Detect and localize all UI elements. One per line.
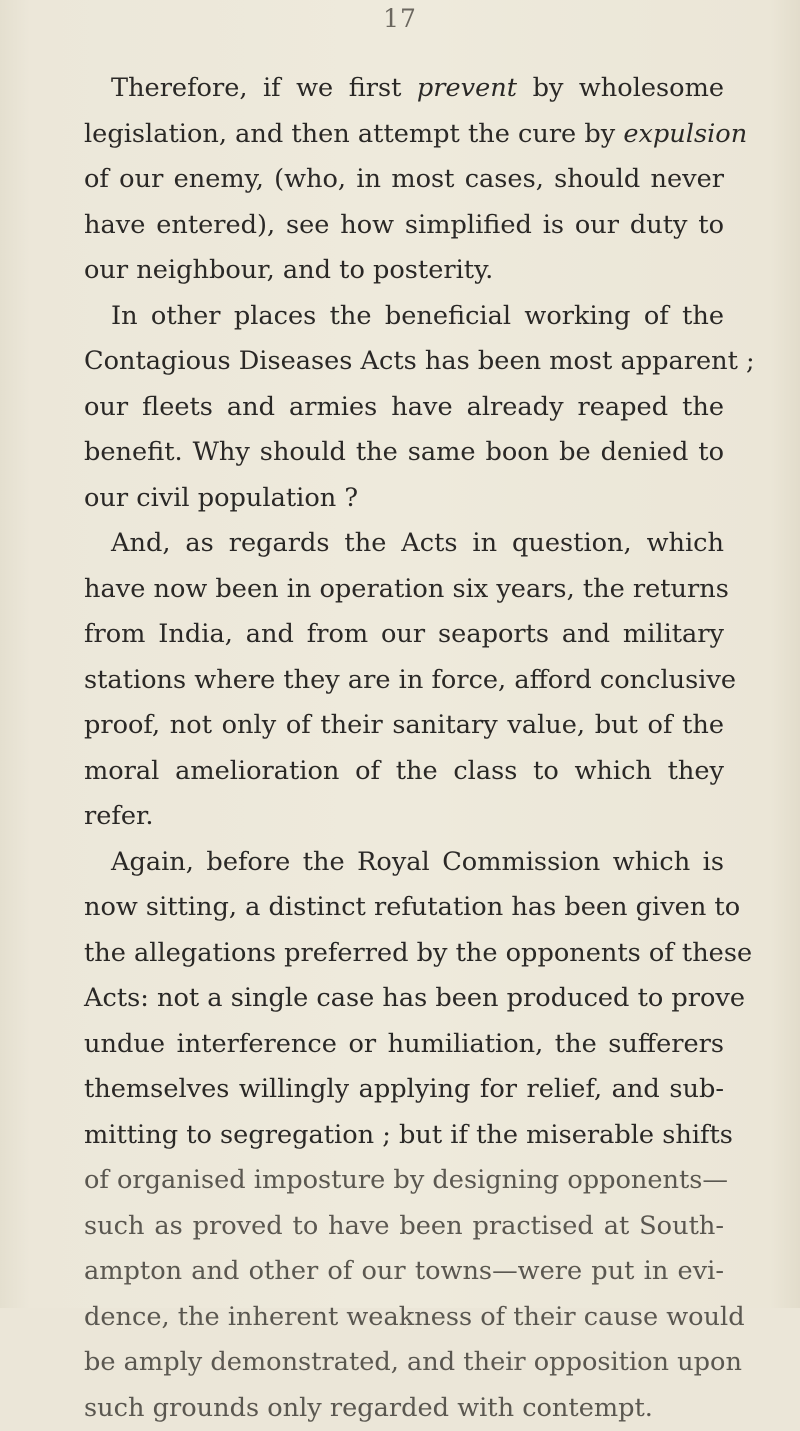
- text-line: In other places the beneficial working of the: [84, 294, 724, 340]
- text-line: now sitting, a distinct refutation has been given to: [84, 885, 724, 931]
- text-line: Again, before the Royal Commission which is: [84, 840, 724, 886]
- text-line: undue interference or humiliation, the sufferers: [84, 1022, 724, 1068]
- text-line: Therefore, if we first prevent by wholesome: [84, 66, 724, 112]
- text-line: such as proved to have been practised at South-: [84, 1204, 724, 1250]
- text-line: moral amelioration of the class to which they: [84, 749, 724, 795]
- text-line: stations where they are in force, afford conclusive: [84, 658, 724, 704]
- text-line: our fleets and armies have already reaped the: [84, 385, 724, 431]
- text-line: our neighbour, and to posterity.: [84, 248, 724, 294]
- text-line: refer.: [84, 794, 724, 840]
- text-line: themselves willingly applying for relief, and sub-: [84, 1067, 724, 1113]
- text-line: of our enemy, (who, in most cases, should never: [84, 157, 724, 203]
- text-line: benefit. Why should the same boon be denied to: [84, 430, 724, 476]
- text-line: have now been in operation six years, the returns: [84, 567, 724, 613]
- text-line: proof, not only of their sanitary value, but of the: [84, 703, 724, 749]
- text-line: ampton and other of our towns—were put in evi-: [84, 1249, 724, 1295]
- text-line: from India, and from our seaports and military: [84, 612, 724, 658]
- text-line: of organised imposture by designing opponents—: [84, 1158, 724, 1204]
- text-line: our civil population ?: [84, 476, 724, 522]
- text-line: And, as regards the Acts in question, which: [84, 521, 724, 567]
- text-line: be amply demonstrated, and their opposition upon: [84, 1340, 724, 1386]
- text-line: dence, the inherent weakness of their cause would: [84, 1295, 724, 1341]
- text-line: the allegations preferred by the opponents of these: [84, 931, 724, 977]
- text-line: Contagious Diseases Acts has been most apparent ;: [84, 339, 724, 385]
- page-number: 17: [0, 4, 800, 33]
- text-line: legislation, and then attempt the cure by expulsion: [84, 112, 724, 158]
- body-text: [84, 66, 724, 1431]
- text-line: mitting to segregation ; but if the miserable shifts: [84, 1113, 724, 1159]
- text-line: Acts: not a single case has been produced to prove: [84, 976, 724, 1022]
- text-line: have entered), see how simplified is our duty to: [84, 203, 724, 249]
- text-line: such grounds only regarded with contempt.: [84, 1386, 724, 1431]
